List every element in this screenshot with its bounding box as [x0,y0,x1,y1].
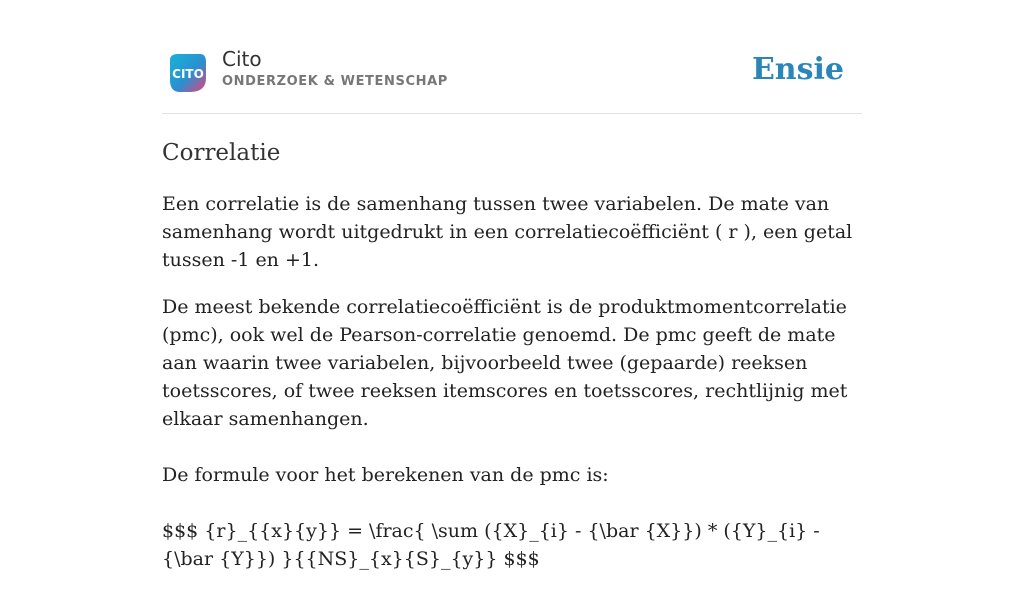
brand-subtitle: ONDERZOEK & WETENSCHAP [222,74,448,89]
logo-text: CITO [172,67,204,81]
paragraph-definition: Een correlatie is de samenhang tussen twee variabelen. De mate van samenhang wordt uitgedrukt in een correlatiecoëfficiënt ( r ), een getal tussen -1 en +1. [162,193,853,271]
brand-name[interactable]: Cito [222,47,262,71]
article-body [162,190,862,592]
paragraph-formula-intro: De formule voor het berekenen van de pmc is: [162,464,609,486]
page [162,0,862,570]
cito-logo-icon[interactable] [166,52,208,94]
formula-text: $$$ {r}_{{x}{y}} = \frac{ \sum ({X}_{i} - {\bar {X}}) * ({Y}_{i} - {\bar {Y}}) }{{NS}_{x}{S}_{y}} $$$ [162,520,820,570]
ensie-logo[interactable]: Ensie [751,52,844,87]
paragraph-pmc: De meest bekende correlatiecoëfficiënt is de produktmomentcorrelatie (pmc), ook wel de Pearson-correlatie genoemd. De pmc geeft de mate aan waarin twee variabelen, bijvoorbeeld twee (gepaarde) reeksen toetsscores, of twee reeksen itemscores en toetsscores, rechtlijnig met elkaar samenhangen. [162,296,848,430]
article-title: Correlatie [162,140,281,166]
site-header [162,44,862,114]
